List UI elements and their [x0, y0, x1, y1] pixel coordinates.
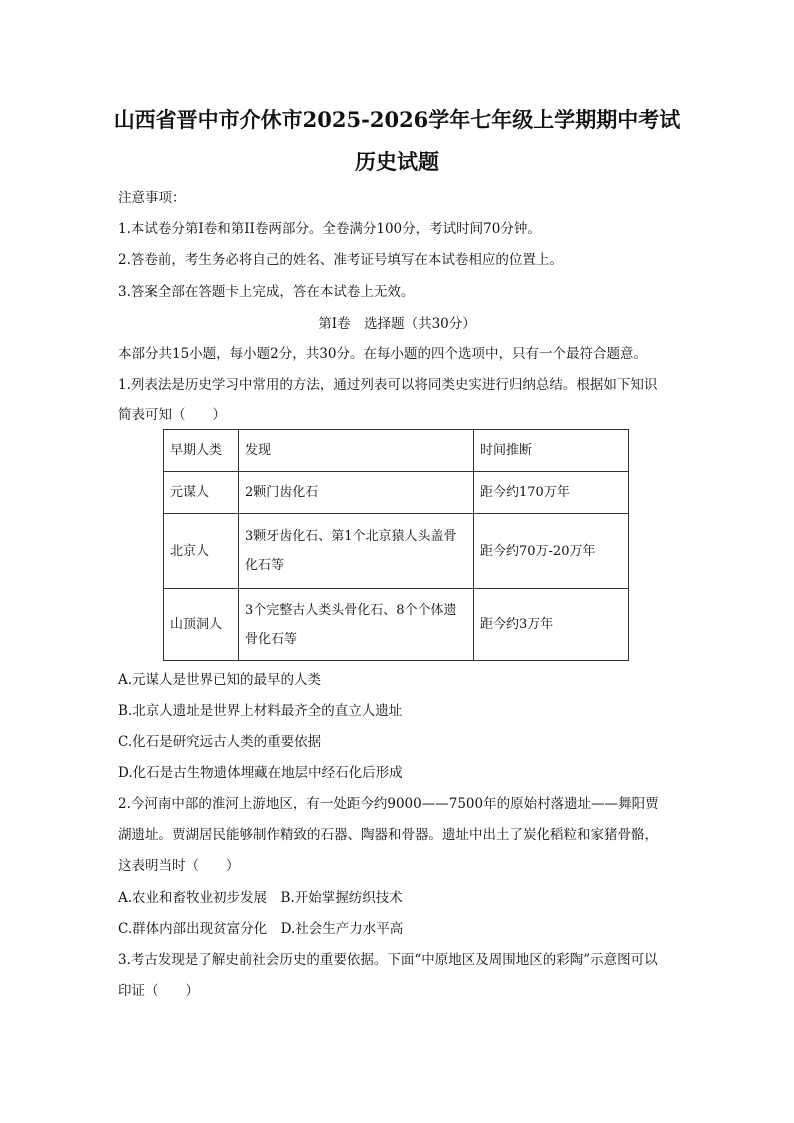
table-row: [164, 514, 629, 589]
table-cell: 2颗门齿化石: [239, 472, 474, 514]
question-1-option-b: B.北京人遗址是世界上材料最齐全的直立人遗址: [118, 703, 403, 719]
question-2-stem: 湖遗址。贾湖居民能够制作精致的石器、陶器和骨器。遗址中出土了炭化稻粒和家猪骨骼，: [118, 827, 658, 843]
notice-item: 3.答案全部在答题卡上完成，答在本试卷上无效。: [118, 284, 415, 300]
notice-item: 2.答卷前，考生务必将自己的姓名、准考证号填写在本试卷相应的位置上。: [118, 252, 563, 268]
question-1-option-c: C.化石是研究远古人类的重要依据: [118, 734, 322, 750]
table-row: [164, 472, 629, 514]
notice-item: 1.本试卷分第I卷和第II卷两部分。全卷满分100分，考试时间70分钟。: [118, 221, 541, 237]
table-cell: 元谋人: [164, 472, 239, 514]
question-3-stem: 3.考古发现是了解史前社会历史的重要依据。下面“中原地区及周围地区的彩陶”示意图可以: [118, 952, 658, 968]
section-heading: 第I卷 选择题（共30分）: [318, 316, 476, 332]
table-cell: 山顶洞人: [164, 589, 239, 661]
table-cell: 距今约170万年: [474, 472, 629, 514]
table-header-cell: 发现: [239, 430, 474, 472]
exam-title: 山西省晋中市介休市2025-2026学年七年级上学期期中考试: [113, 107, 681, 132]
table-cell: 3颗牙齿化石、第1个北京猿人头盖骨化石等: [239, 514, 474, 589]
question-2-stem: 这表明当时（ ）: [118, 858, 240, 874]
table-header-cell: 时间推断: [474, 430, 629, 472]
question-3-stem: 印证（ ）: [118, 983, 199, 999]
question-1-stem: 简表可知（ ）: [118, 407, 226, 423]
section-intro: 本部分共15小题，每小题2分，共30分。在每小题的四个选项中，只有一个最符合题意。: [118, 346, 647, 362]
table-cell: 距今约70万-20万年: [474, 514, 629, 589]
table-header-row: [164, 430, 629, 472]
question-2-stem: 2.今河南中部的淮河上游地区，有一处距今约9000——7500年的原始村落遗址——舞阳贾: [118, 796, 659, 812]
question-2-options: A.农业和畜牧业初步发展 B.开始掌握纺织技术: [118, 890, 403, 906]
question-2-options: C.群体内部出现贫富分化 D.社会生产力水平高: [118, 921, 404, 937]
exam-subject-title: 历史试题: [355, 149, 439, 174]
early-humans-table: [163, 429, 629, 661]
table-cell: 距今约3万年: [474, 589, 629, 661]
notice-heading: 注意事项：: [118, 190, 186, 206]
question-1-option-a: A.元谋人是世界已知的最早的人类: [118, 672, 322, 688]
question-1-stem: 1.列表法是历史学习中常用的方法，通过列表可以将同类史实进行归纳总结。根据如下知识: [118, 377, 658, 393]
table-cell: 北京人: [164, 514, 239, 589]
table-cell: 3个完整古人类头骨化石、8个个体遗骨化石等: [239, 589, 474, 661]
table-row: [164, 589, 629, 661]
question-1-option-d: D.化石是古生物遗体埋藏在地层中经石化后形成: [118, 765, 403, 781]
table-header-cell: 早期人类: [164, 430, 239, 472]
